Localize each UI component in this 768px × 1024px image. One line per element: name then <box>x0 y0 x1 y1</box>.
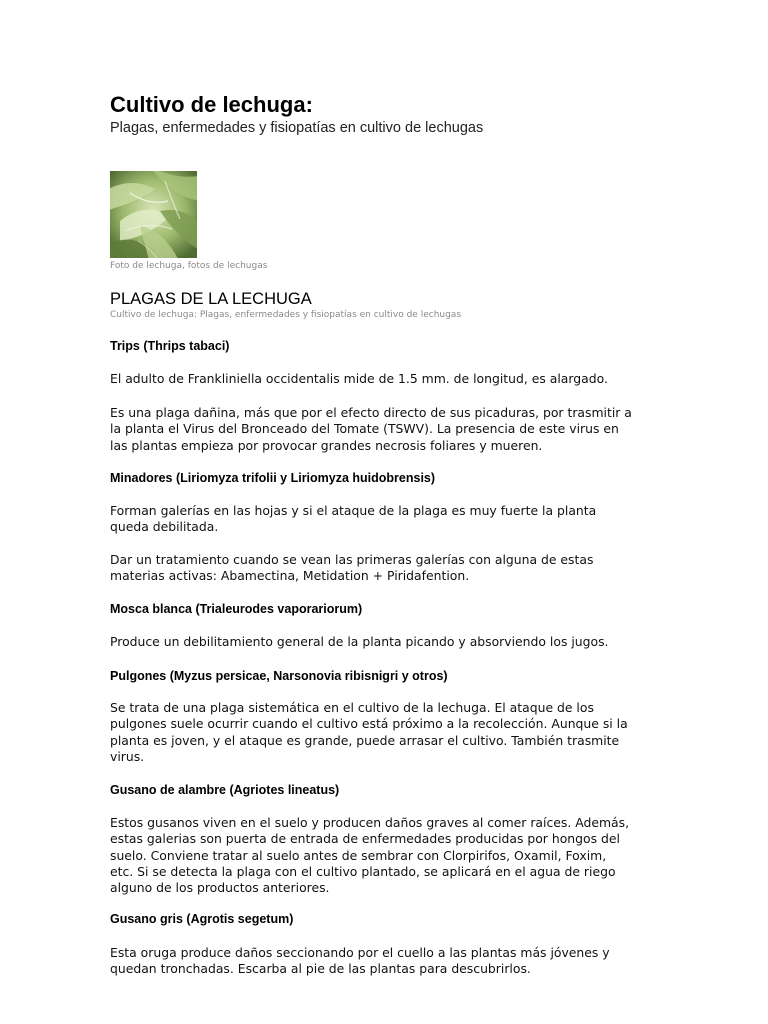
pest-heading: Gusano gris (Agrotis segetum) <box>110 912 294 926</box>
text-line: Produce un debilitamiento general de la planta picando y absorviendo los jugos. <box>110 634 609 649</box>
text-line: la planta el Virus del Bronceado del Tomate (TSWV). La presencia de este virus en <box>110 421 619 437</box>
text-line: pulgones suele ocurrir cuando el cultivo está próximo a la recolección. Aunque si la <box>110 716 628 732</box>
text-line: virus. <box>110 748 145 764</box>
paragraph <box>110 552 670 585</box>
paragraph <box>110 945 670 978</box>
text-line: quedan tronchadas. Escarba al pie de las plantas para descubrirlos. <box>110 961 531 977</box>
section-heading: PLAGAS DE LA LECHUGA <box>110 290 312 308</box>
text-line: las plantas empieza por provocar grandes necrosis foliares y mueren. <box>110 437 543 453</box>
paragraph <box>110 371 670 387</box>
paragraph <box>110 700 670 765</box>
paragraph <box>110 634 670 650</box>
text-line: materias activas: Abamectina, Metidation + Piridafention. <box>110 568 470 584</box>
lettuce-photo <box>110 171 197 258</box>
pest-heading: Minadores (Liriomyza trifolii y Liriomyza huidobrensis) <box>110 471 436 485</box>
section-subheading: Cultivo de lechuga: Plagas, enfermedades y fisiopatías en cultivo de lechugas <box>110 310 462 320</box>
text-line: Se trata de una plaga sistemática en el cultivo de la lechuga. El ataque de los <box>110 700 594 715</box>
text-line: Estos gusanos viven en el suelo y producen daños graves al comer raíces. Además, <box>110 815 630 830</box>
text-line: Dar un tratamiento cuando se vean las primeras galerías con alguna de estas <box>110 552 594 567</box>
text-line: Esta oruga produce daños seccionando por el cuello a las plantas más jóvenes y <box>110 945 610 960</box>
text-line: Forman galerías en las hojas y si el ataque de la plaga es muy fuerte la planta <box>110 503 597 518</box>
paragraph <box>110 405 670 454</box>
page-subtitle: Plagas, enfermedades y fisiopatías en cultivo de lechugas <box>110 120 484 136</box>
text-line: planta es joven, y el ataque es grande, puede arrasar el cultivo. También trasmite <box>110 732 620 748</box>
text-line: estas galerias son puerta de entrada de enfermedades producidas por hongos del <box>110 831 620 847</box>
photo-caption: Foto de lechuga, fotos de lechugas <box>110 261 268 271</box>
pest-heading: Trips (Thrips tabaci) <box>110 339 230 353</box>
text-line: queda debilitada. <box>110 519 219 535</box>
text-line: suelo. Conviene tratar al suelo antes de sembrar con Clorpirifos, Oxamil, Foxim, <box>110 847 607 863</box>
pest-heading: Mosca blanca (Trialeurodes vaporariorum) <box>110 602 363 616</box>
pest-heading: Gusano de alambre (Agriotes lineatus) <box>110 783 340 797</box>
page-title: Cultivo de lechuga: <box>110 92 313 117</box>
pest-heading: Pulgones (Myzus persicae, Narsonovia ribisnigri y otros) <box>110 669 448 683</box>
paragraph <box>110 815 670 896</box>
text-line: Es una plaga dañina, más que por el efecto directo de sus picaduras, por trasmitir a <box>110 405 632 420</box>
text-line: El adulto de Frankliniella occidentalis mide de 1.5 mm. de longitud, es alargado. <box>110 371 608 386</box>
paragraph <box>110 503 670 536</box>
text-line: etc. Si se detecta la plaga con el cultivo plantado, se aplicará en el agua de riego <box>110 863 616 879</box>
text-line: alguno de los productos anteriores. <box>110 880 330 896</box>
